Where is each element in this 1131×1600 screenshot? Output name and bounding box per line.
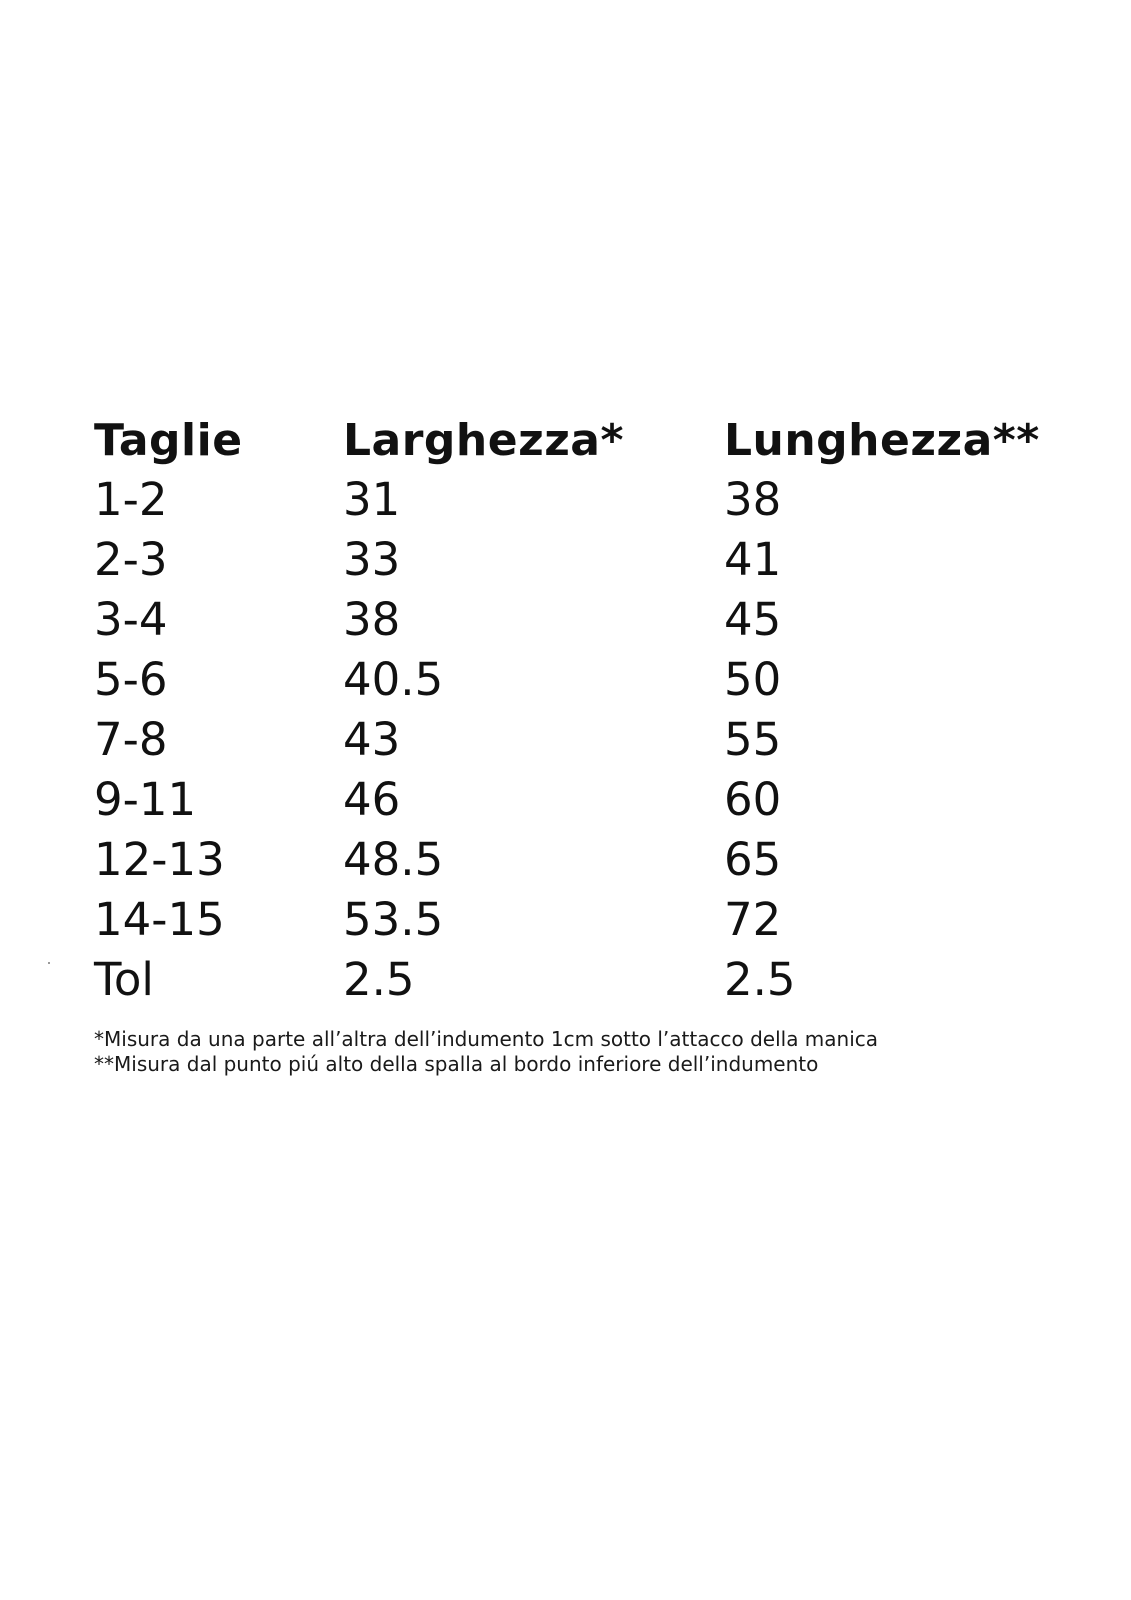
table-row <box>94 710 1054 770</box>
cell-taglia: 12-13 <box>94 833 225 886</box>
cell-larghezza: 31 <box>343 473 401 526</box>
cell-lunghezza: 41 <box>724 533 782 586</box>
cell-taglia: 2-3 <box>94 533 168 586</box>
table-row <box>94 470 1054 530</box>
cell-lunghezza: 65 <box>724 833 782 886</box>
table-row <box>94 590 1054 650</box>
table-row-tolerance <box>94 950 1054 1010</box>
cell-lunghezza: 72 <box>724 893 782 946</box>
table-row <box>94 530 1054 590</box>
cell-larghezza: 53.5 <box>343 893 444 946</box>
scan-speck <box>48 962 50 964</box>
cell-taglia: Tol <box>94 953 154 1006</box>
cell-lunghezza: 60 <box>724 773 782 826</box>
cell-larghezza: 40.5 <box>343 653 444 706</box>
cell-larghezza: 46 <box>343 773 401 826</box>
cell-larghezza: 48.5 <box>343 833 444 886</box>
cell-taglia: 1-2 <box>94 473 168 526</box>
footnote-larghezza: *Misura da una parte all’altra dell’indumento 1cm sotto l’attacco della manica <box>94 1027 879 1051</box>
cell-taglia: 3-4 <box>94 593 168 646</box>
cell-taglia: 9-11 <box>94 773 197 826</box>
table-row <box>94 770 1054 830</box>
size-chart-table <box>94 412 1054 1010</box>
footnote-lunghezza: **Misura dal punto piú alto della spalla al bordo inferiore dell’indumento <box>94 1052 819 1076</box>
table-row <box>94 890 1054 950</box>
header-lunghezza: Lunghezza** <box>724 415 1040 466</box>
cell-taglia: 14-15 <box>94 893 225 946</box>
table-body <box>94 470 1054 1010</box>
cell-lunghezza: 55 <box>724 713 782 766</box>
cell-taglia: 5-6 <box>94 653 168 706</box>
table-row <box>94 830 1054 890</box>
cell-lunghezza: 38 <box>724 473 782 526</box>
cell-lunghezza: 45 <box>724 593 782 646</box>
cell-taglia: 7-8 <box>94 713 168 766</box>
cell-larghezza: 2.5 <box>343 953 415 1006</box>
cell-lunghezza: 50 <box>724 653 782 706</box>
header-taglie: Taglie <box>94 415 243 466</box>
cell-larghezza: 43 <box>343 713 401 766</box>
footnotes <box>94 1027 878 1077</box>
cell-lunghezza: 2.5 <box>724 953 796 1006</box>
table-row <box>94 650 1054 710</box>
header-larghezza: Larghezza* <box>343 415 625 466</box>
cell-larghezza: 38 <box>343 593 401 646</box>
header-row <box>94 412 1054 470</box>
table-header <box>94 412 1054 470</box>
cell-larghezza: 33 <box>343 533 401 586</box>
